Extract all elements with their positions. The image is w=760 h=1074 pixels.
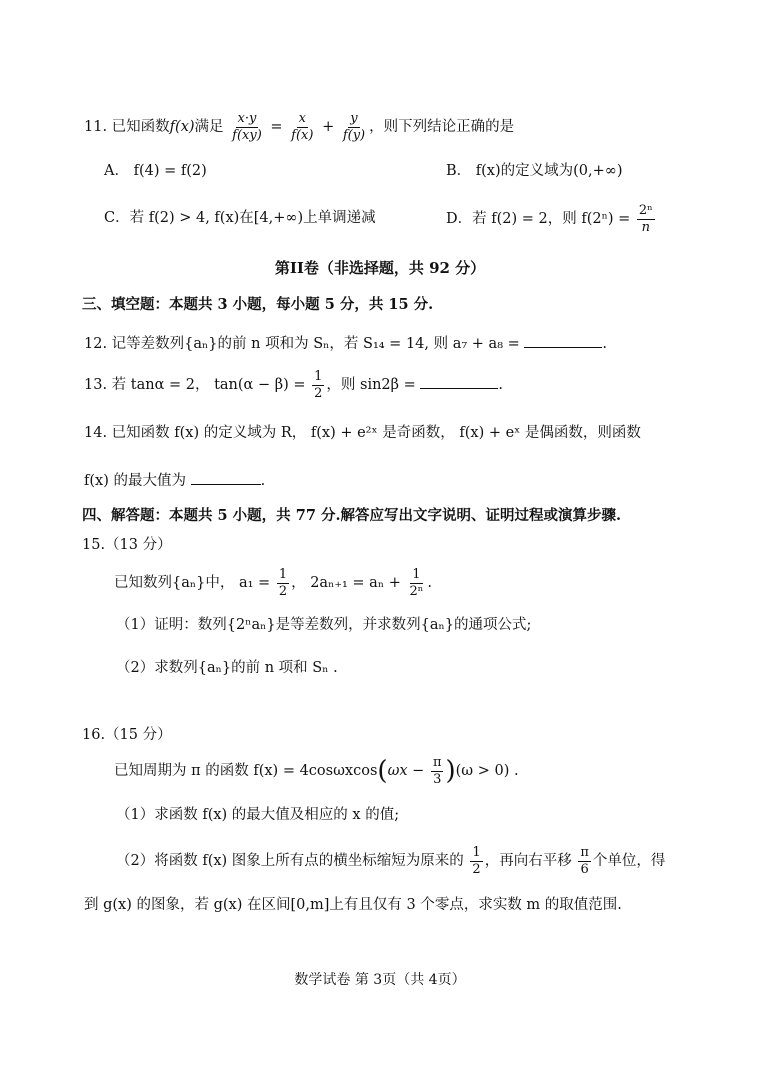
q11-option-c: C．若 f(2) > 4, f(x)在[4,+∞)上单调递减 [104,210,376,226]
q11-lhs-fraction: $\frac{x\cdot y}{f(xy)}$ [232,111,262,143]
q16-part2-line1: （2）将函数 f(x) 图象上所有点的横坐标缩短为原来的 $\frac{1}{2}$ ，再向右平移 $\frac{\pi}{6}$ 个单位，得 [116,845,666,877]
q13: 13. 若 tanα = 2， tan(α − β) = $\frac{1}{2}$ ，则 sin2β = . [84,369,504,401]
q16-half-fraction: $\frac{1}{2}$ [472,845,481,877]
q16-header: 16.（15 分） [82,727,172,743]
q15-recurrence-fraction: $\frac{1}{\text{2ⁿ}}$ [409,567,424,599]
q14-answer-blank[interactable] [191,472,261,485]
q16-pi-over-6-fraction: $\frac{\pi}{6}$ [580,845,589,877]
part4-heading: 四、解答题：本题共 5 小题，共 77 分.解答应写出文字说明、证明过程或演算步骤. [82,507,622,524]
page-footer: 数学试卷 第 3页（共 4页） [294,972,466,988]
part3-heading: 三、填空题：本题共 3 小题，每小题 5 分，共 15 分. [82,296,434,313]
q11-tail: ，则下列结论正确的是 [369,119,515,136]
q12-answer-blank[interactable] [524,335,602,348]
q11-option-b: B． f(x)的定义域为(0,+∞) [446,163,623,179]
q13-answer-blank[interactable] [420,376,498,389]
q11-option-a: A． f(4) = f(2) [104,163,207,179]
q12: 12. 记等差数列{aₙ}的前 n 项和为 Sₙ，若 S₁₄ = 14, 则 a₇ + a₈ = . [84,336,607,352]
q15-a1-fraction: $\frac{1}{2}$ [278,567,288,599]
q14-line1: 14. 已知函数 f(x) 的定义域为 R， f(x) + e²ˣ 是奇函数， f(x) + eˣ 是偶函数，则函数 [84,425,641,441]
q11-option-d-fraction: $\frac{\text{2ⁿ}}{n}$ [638,203,653,235]
q15-part1: （1）证明：数列{2ⁿaₙ}是等差数列，并求数列{aₙ}的通项公式; [116,617,532,633]
q11-term1-fraction: $\frac{x}{f(x)}$ [291,111,314,143]
q11-stem: 11. 已知函数f(x)满足 $\frac{x\cdot y}{f(xy)}$ = $\frac{x}{f(x)}$ + $\frac{y}{f(y)}$ ，则下列结论正确的是 [84,111,515,143]
q13-fraction: $\frac{1}{2}$ [314,369,323,401]
q11-intro: 11. 已知函数 [84,119,170,136]
q11-fx: f(x) [169,119,195,136]
q11-term2-fraction: $\frac{y}{f(y)}$ [342,111,366,143]
q11-option-d: D．若 f(2) = 2，则 f(2ⁿ) = $\frac{\text{2ⁿ}}{n}$ [446,203,653,235]
q16-pi-over-3-fraction: $\frac{\pi}{3}$ [432,755,442,787]
section-ii-title: 第II卷（非选择题，共 92 分） [274,259,486,277]
q15-part2: （2）求数列{aₙ}的前 n 项和 Sₙ . [116,660,338,676]
q15-given: 已知数列{aₙ}中， a₁ = $\frac{1}{2}$ ， 2aₙ₊₁ = aₙ + $\frac{1}{\text{2ⁿ}}$ . [114,567,432,599]
q16-part2-line2: 到 g(x) 的图象，若 g(x) 在区间[0,m]上有且仅有 3 个零点，求实数 m 的取值范围. [84,897,622,913]
q16-part1: （1）求函数 f(x) 的最大值及相应的 x 的值; [116,807,400,823]
q16-given: 已知周期为 π 的函数 f(x) = 4cosωxcos(ωx − $\frac{\pi}{3}$ )(ω > 0) . [114,755,519,787]
q15-header: 15.（13 分） [82,537,172,553]
q14-line2: f(x) 的最大值为 . [84,473,266,489]
q11-satisfy: 满足 [194,119,224,136]
